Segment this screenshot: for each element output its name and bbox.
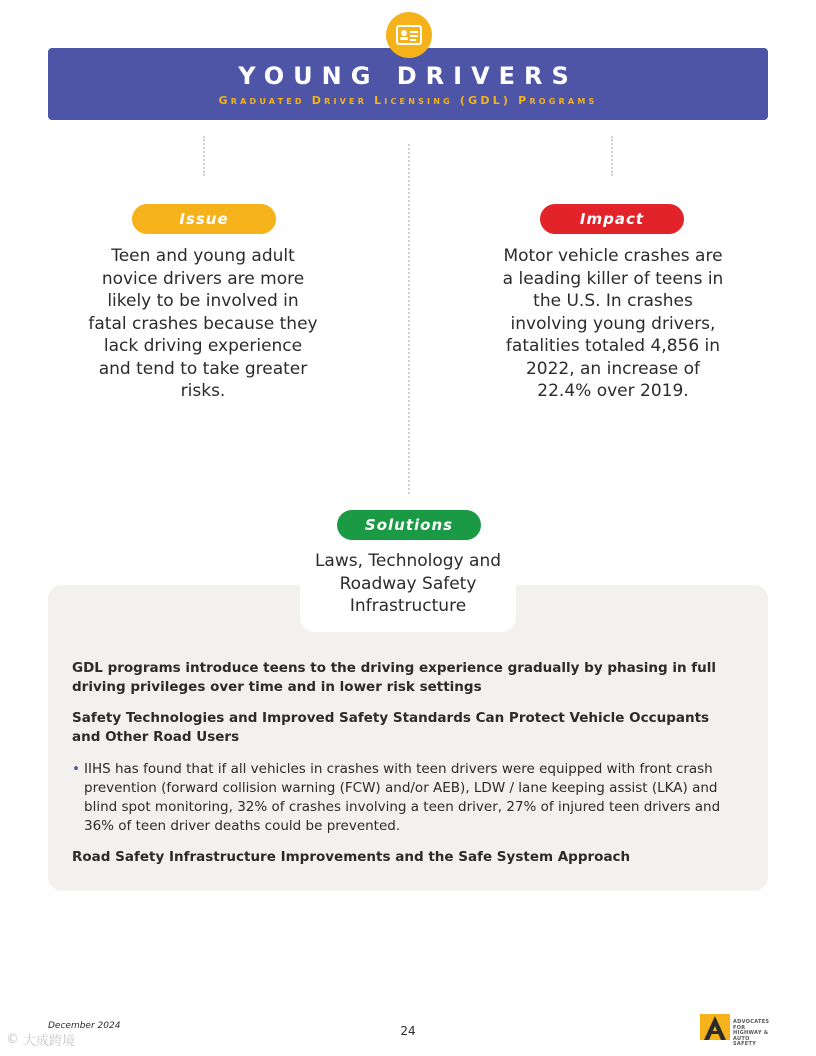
page-subtitle: Graduated Driver Licensing (GDL) Programs: [218, 94, 598, 107]
safety-tech-heading: Safety Technologies and Improved Safety Standards Can Protect Vehicle Occupants and Other Road Users: [72, 710, 710, 745]
impact-text: Motor vehicle crashes are a leading killer of teens in the U.S. In crashes involving young drivers, fatalities totaled 4,856 in 2022, an increase of 22.4% over 2019.: [502, 246, 724, 401]
page-title: YOUNG DRIVERS: [238, 62, 578, 90]
issue-badge: Issue: [132, 204, 276, 234]
watermark: [6, 1030, 75, 1049]
gdl-heading: GDL programs introduce teens to the driving experience gradually by phasing in full driving privileges over time and in lower risk settings: [72, 660, 717, 695]
page-number: 24: [400, 1024, 416, 1038]
iihs-bullet-text: IIHS has found that if all vehicles in crashes with teen drivers were equipped with front crash prevention (forward collision warning (FCW) and/or AEB), LDW / lane keeping assist (LKA) and blind spot monitoring, 32% of crashes involving a teen driver, 27% of injured teen drivers and 36% of teen driver deaths could be prevented.: [84, 761, 721, 834]
id-card-icon: [386, 12, 432, 58]
solutions-badge: Solutions: [337, 510, 481, 540]
solutions-text: Laws, Technology and Roadway Safety Infrastructure: [314, 551, 502, 616]
logo-text: ADVOCATES FOR HIGHWAY & AUTO SAFETY: [733, 1019, 770, 1047]
watermark-icon: ©: [6, 1032, 19, 1047]
footer-date: December 2024: [48, 1021, 121, 1031]
issue-text: Teen and young adult novice drivers are more likely to be involved in fatal crashes because they lack driving experience and tend to take greater risks.: [88, 246, 318, 401]
impact-badge: Impact: [540, 204, 684, 234]
issue-connector: [203, 136, 205, 176]
watermark-text: 大成跨境: [23, 1034, 76, 1049]
center-divider: [408, 144, 410, 494]
infrastructure-heading: Road Safety Infrastructure Improvements and the Safe System Approach: [72, 849, 631, 865]
impact-connector: [611, 136, 613, 176]
bullet-icon: •: [72, 761, 80, 777]
